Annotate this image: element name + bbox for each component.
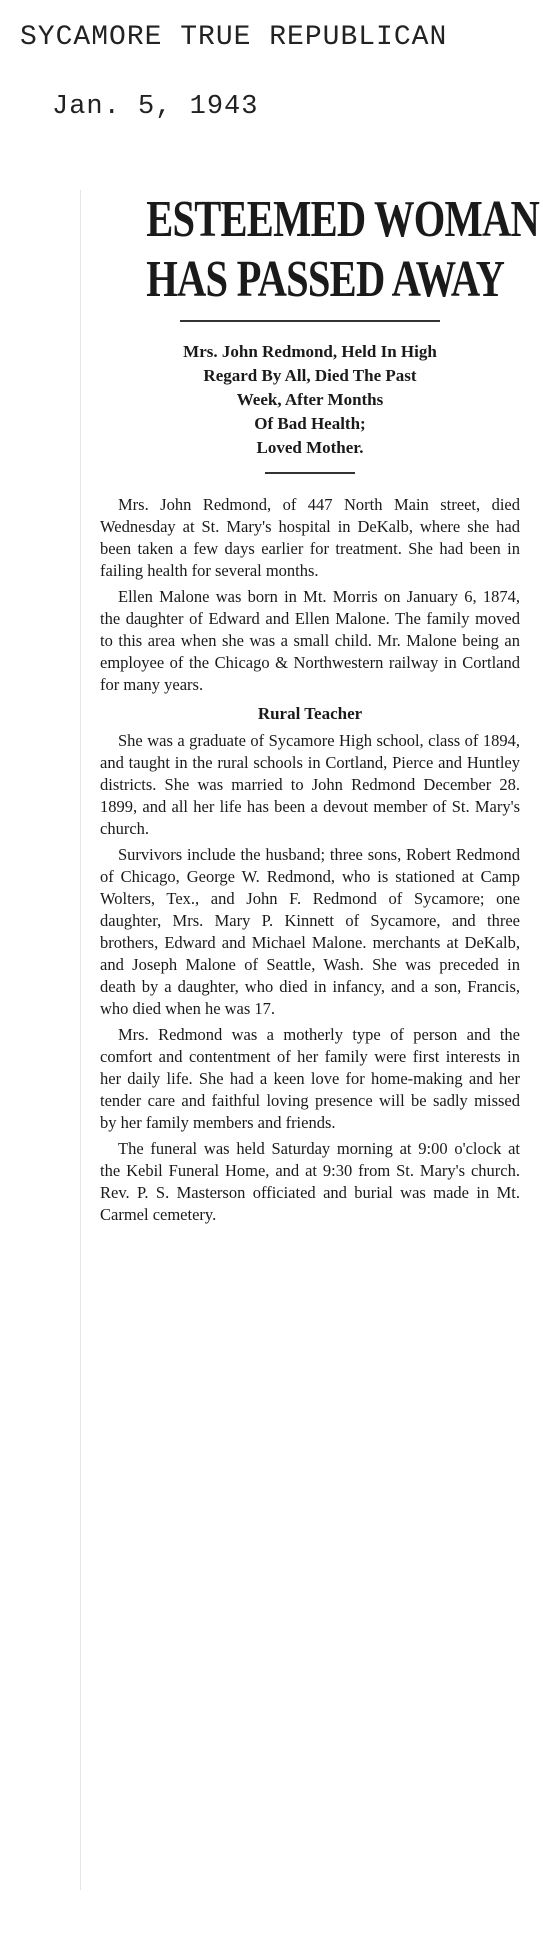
article-paragraph: She was a graduate of Sycamore High school, class of 1894, and taught in the rural schools in Cortland, Pierce and Huntley districts. She was married to John Redmond December 28. 1899, and all her life has been a devout member of St. Mary's church. (100, 731, 520, 838)
headline-line-1: ESTEEMED WOMAN (146, 191, 540, 248)
headline-line-2: HAS PASSED AWAY (146, 251, 505, 308)
article-paragraph: The funeral was held Saturday morning at 9:00 o'clock at the Kebil Funeral Home, and at 9:30 from St. Mary's church. Rev. P. S. Masterson officiated and burial was made in Mt. Carmel cemetery. (100, 1139, 520, 1224)
clipping-edge (80, 190, 81, 1890)
news-clipping (100, 190, 540, 1230)
deck-line: Loved Mother. (256, 438, 364, 457)
headline (146, 190, 540, 310)
deck-line: Mrs. John Redmond, Held In High (183, 342, 437, 361)
deck-line: Week, After Months (236, 390, 384, 409)
newspaper-source-label: SYCAMORE TRUE REPUBLICAN (20, 22, 448, 53)
deck-line: Regard By All, Died The Past (203, 366, 417, 385)
deck-line: Of Bad Health; (254, 414, 366, 433)
article-paragraph: Ellen Malone was born in Mt. Morris on January 6, 1874, the daughter of Edward and Ellen Malone. The family moved to this area when she was a small child. Mr. Malone being an employee of the Chicago & Northwestern railway in Cortland for many years. (100, 587, 520, 694)
article-paragraph: Survivors include the husband; three sons, Robert Redmond of Chicago, George W. Redmond, who is stationed at Camp Wolters, Tex., and John F. Redmond of Sycamore; one daughter, Mrs. Mary P. Kinnett of Sycamore, and three brothers, Edward and Michael Malone. merchants at DeKalb, and Joseph Malone of Seattle, Wash. She was preceded in death by a daughter, who died in infancy, and a son, Francis, who died when he was 17. (100, 845, 520, 1018)
article-paragraph: Mrs. John Redmond, of 447 North Main street, died Wednesday at St. Mary's hospital in DeKalb, where she had been taken a few days earlier for treatment. She had been in failing health for several months. (100, 495, 520, 580)
deck-subheadline (100, 340, 520, 460)
deck-rule (265, 472, 355, 474)
article-paragraph: Mrs. Redmond was a motherly type of person and the comfort and contentment of her family were first interests in her daily life. She had a keen love for home-making and her tender care and faithful loving presence will be sadly missed by her family members and friends. (100, 1025, 520, 1132)
headline-rule (180, 320, 440, 322)
publication-date: Jan. 5, 1943 (52, 92, 259, 122)
section-subhead: Rural Teacher (257, 704, 363, 723)
